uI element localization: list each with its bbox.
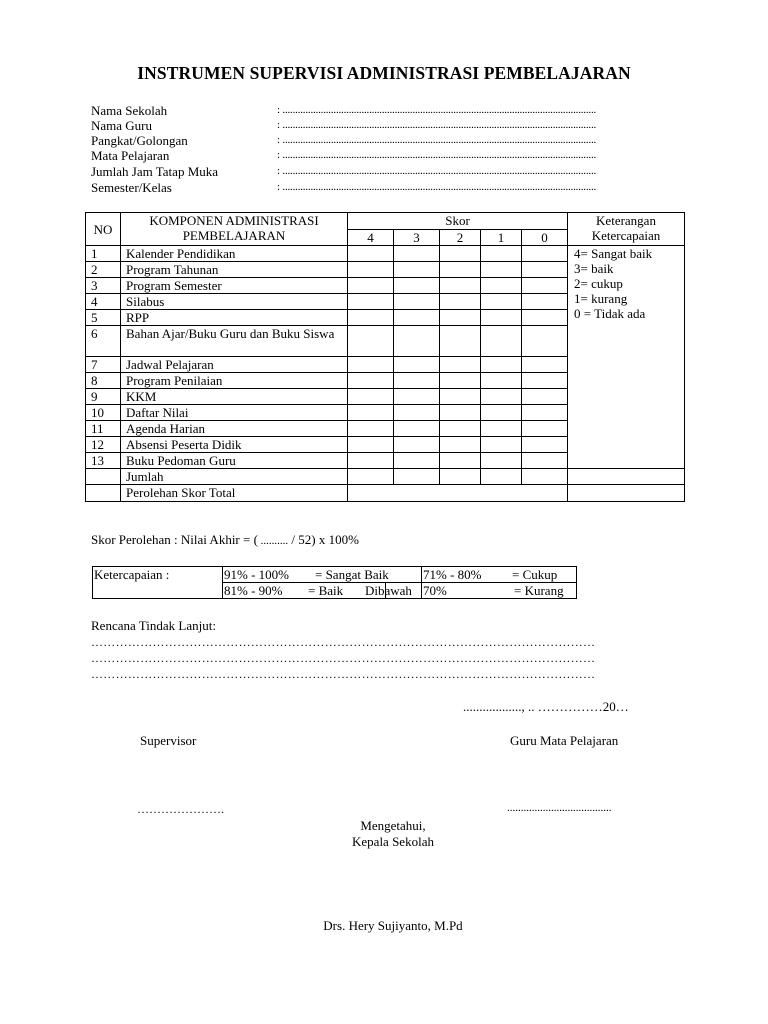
score-cell[interactable] [481,405,522,421]
ketercapaian-range-3 [422,567,577,583]
supervisor-signature-blank: …………………. [137,802,224,816]
score-cell[interactable] [394,421,440,437]
score-cell[interactable] [394,262,440,278]
row-no: 7 [86,357,121,373]
score-cell[interactable] [481,294,522,310]
grade-sangat-baik: = Sangat Baik [315,567,389,582]
grade-baik: = Baik [308,583,344,598]
score-legend [568,246,685,469]
score-cell[interactable] [394,246,440,262]
range-91-100: 91% - 100% [224,567,289,582]
score-cell[interactable] [348,310,394,326]
keterangan-cell [568,485,685,502]
score-cell[interactable] [394,453,440,469]
row-item: Program Penilaian [121,373,348,389]
score-cell[interactable] [522,405,568,421]
score-cell[interactable] [394,405,440,421]
score-cell[interactable] [522,437,568,453]
score-cell[interactable] [348,262,394,278]
identity-row-nama-guru [91,118,691,133]
row-no: 10 [86,405,121,421]
score-cell[interactable] [348,437,394,453]
header-score-1: 1 [481,230,522,246]
ketercapaian-range-1 [223,567,422,583]
score-cell[interactable] [394,389,440,405]
row-no: 1 [86,246,121,262]
score-cell[interactable] [440,453,481,469]
header-keterangan: Keterangan Ketercapaian [568,213,685,246]
score-cell[interactable] [522,389,568,405]
score-cell[interactable] [440,405,481,421]
legend-line: 3= baik [574,261,614,276]
supervisor-label: Supervisor [140,733,197,748]
score-cell[interactable] [440,421,481,437]
score-cell[interactable] [522,262,568,278]
ketercapaian-dibawah [365,583,422,599]
table-row [86,246,685,262]
score-cell[interactable] [440,278,481,294]
row-no: 11 [86,421,121,437]
rencana-line: …………………………………………………………………………………………………………… [91,667,596,681]
identity-label: Nama Sekolah [91,103,168,118]
score-cell[interactable] [481,469,522,485]
keterangan-cell [568,469,685,485]
score-cell[interactable] [394,326,440,357]
score-cell[interactable] [394,357,440,373]
score-cell[interactable] [394,294,440,310]
identity-label: Pangkat/Golongan [91,133,188,148]
score-cell[interactable] [440,326,481,357]
header-score-2: 2 [440,230,481,246]
score-cell[interactable] [440,389,481,405]
range-81-90: 81% - 90% [224,583,283,598]
identity-row-jam-tatap-muka [91,164,691,179]
row-no [86,485,121,502]
score-cell[interactable] [481,357,522,373]
ketercapaian-range-4 [422,583,577,599]
header-score-4: 4 [348,230,394,246]
mengetahui-label: Mengetahui, [360,818,426,833]
score-cell[interactable] [522,357,568,373]
identity-blank: : ........................................................................................................................... [277,104,597,116]
row-item: Absensi Peserta Didik [121,437,348,453]
row-item: Silabus [121,294,348,310]
legend-line: 2= cukup [574,276,623,291]
identity-blank: : ........................................................................................................................... [277,134,597,146]
header-komponen: KOMPONEN ADMINISTRASI PEMBELAJARAN [121,213,348,246]
row-no: 9 [86,389,121,405]
row-item: Buku Pedoman Guru [121,453,348,469]
score-cell[interactable] [481,421,522,437]
identity-row-pangkat [91,133,691,148]
score-cell[interactable] [394,469,440,485]
score-cell[interactable] [440,469,481,485]
score-cell[interactable] [440,310,481,326]
score-cell[interactable] [522,373,568,389]
row-item: Kalender Pendidikan [121,246,348,262]
identity-row-mata-pelajaran [91,148,691,163]
score-cell[interactable] [348,278,394,294]
header-no: NO [86,213,121,246]
score-cell[interactable] [348,453,394,469]
row-no: 3 [86,278,121,294]
document-title: INSTRUMEN SUPERVISI ADMINISTRASI PEMBELAJARAN [137,63,631,83]
score-cell[interactable] [440,294,481,310]
skor-perolehan-label: Skor Perolehan : Nilai Akhir = ( [91,532,258,547]
score-cell[interactable] [348,389,394,405]
row-no: 13 [86,453,121,469]
score-cell[interactable] [348,405,394,421]
score-cell[interactable] [522,310,568,326]
supervision-table [85,212,685,502]
row-item: Daftar Nilai [121,405,348,421]
row-no: 6 [86,326,121,357]
identity-label: Semester/Kelas [91,180,172,195]
rencana-line: …………………………………………………………………………………………………………… [91,635,596,649]
identity-row-nama-sekolah [91,103,691,118]
score-cell[interactable] [440,357,481,373]
identity-label: Mata Pelajaran [91,148,170,163]
date-line: .................., .. ……………20… [463,699,629,714]
score-cell[interactable] [348,357,394,373]
score-cell[interactable] [394,278,440,294]
legend-line: 0 = Tidak ada [574,306,646,321]
ketercapaian-label: Ketercapaian : [93,567,223,599]
score-cell[interactable] [440,262,481,278]
identity-blank: : ........................................................................................................................... [277,181,597,193]
score-cell[interactable] [481,437,522,453]
identity-row-semester-kelas [91,180,691,195]
score-cell[interactable] [522,246,568,262]
score-cell[interactable] [440,373,481,389]
header-score-0: 0 [522,230,568,246]
table-row-perolehan [86,485,685,502]
grade-cukup: = Cukup [512,567,558,582]
score-cell[interactable] [481,262,522,278]
range-below-70: 70% [423,583,447,598]
row-item: Program Semester [121,278,348,294]
score-cell[interactable] [348,246,394,262]
row-item: Program Tahunan [121,262,348,278]
score-cell[interactable] [522,421,568,437]
row-no: 4 [86,294,121,310]
score-cell[interactable] [522,453,568,469]
score-cell[interactable] [522,294,568,310]
score-cell[interactable] [481,389,522,405]
row-item: Bahan Ajar/Buku Guru dan Buku Siswa [121,326,348,357]
row-item: Jadwal Pelajaran [121,357,348,373]
row-no [86,469,121,485]
range-71-80: 71% - 80% [423,567,482,582]
jumlah-label: Jumlah [121,469,348,485]
score-cell[interactable] [394,310,440,326]
rencana-line: …………………………………………………………………………………………………………… [91,651,596,665]
score-cell[interactable] [348,469,394,485]
score-cell[interactable] [522,469,568,485]
score-cell[interactable] [522,278,568,294]
identity-blank: : ........................................................................................................................... [277,149,597,161]
score-cell[interactable] [481,373,522,389]
kepala-sekolah-name: Drs. Hery Sujiyanto, M.Pd [323,918,463,933]
grade-kurang: = Kurang [514,583,564,598]
total-score-cell[interactable] [348,485,568,502]
identity-blank: : ........................................................................................................................... [277,119,597,131]
ketercapaian-range-2 [223,583,386,599]
skor-perolehan-rest: / 52) x 100% [288,532,359,547]
score-cell[interactable] [394,437,440,453]
score-cell[interactable] [348,421,394,437]
score-cell[interactable] [481,246,522,262]
row-item: RPP [121,310,348,326]
skor-perolehan-blank: .......... [257,535,289,547]
row-item: Agenda Harian [121,421,348,437]
skor-perolehan-line [91,532,359,548]
score-cell[interactable] [481,310,522,326]
score-cell[interactable] [440,246,481,262]
guru-label: Guru Mata Pelajaran [510,733,619,748]
score-cell[interactable] [522,326,568,357]
kepala-sekolah-label: Kepala Sekolah [352,834,434,849]
row-no: 12 [86,437,121,453]
score-cell[interactable] [394,373,440,389]
identity-label: Jumlah Jam Tatap Muka [91,164,219,179]
row-no: 2 [86,262,121,278]
header-skor: Skor [348,213,568,230]
row-no: 8 [86,373,121,389]
identity-label: Nama Guru [91,118,153,133]
dibawah-label: Dibawah [365,583,412,598]
score-cell[interactable] [348,294,394,310]
score-cell[interactable] [481,453,522,469]
legend-line: 1= kurang [574,291,628,306]
score-cell[interactable] [348,373,394,389]
row-item: KKM [121,389,348,405]
header-score-3: 3 [394,230,440,246]
score-cell[interactable] [440,437,481,453]
score-cell[interactable] [348,326,394,357]
rencana-label: Rencana Tindak Lanjut: [91,618,216,633]
guru-signature-blank: ...................................... [507,802,612,814]
score-cell[interactable] [481,326,522,357]
row-no: 5 [86,310,121,326]
legend-line: 4= Sangat baik [574,246,653,261]
ketercapaian-table [92,566,577,599]
score-cell[interactable] [481,278,522,294]
table-row-jumlah [86,469,685,485]
identity-blank: : ........................................................................................................................... [277,165,597,177]
perolehan-label: Perolehan Skor Total [121,485,348,502]
